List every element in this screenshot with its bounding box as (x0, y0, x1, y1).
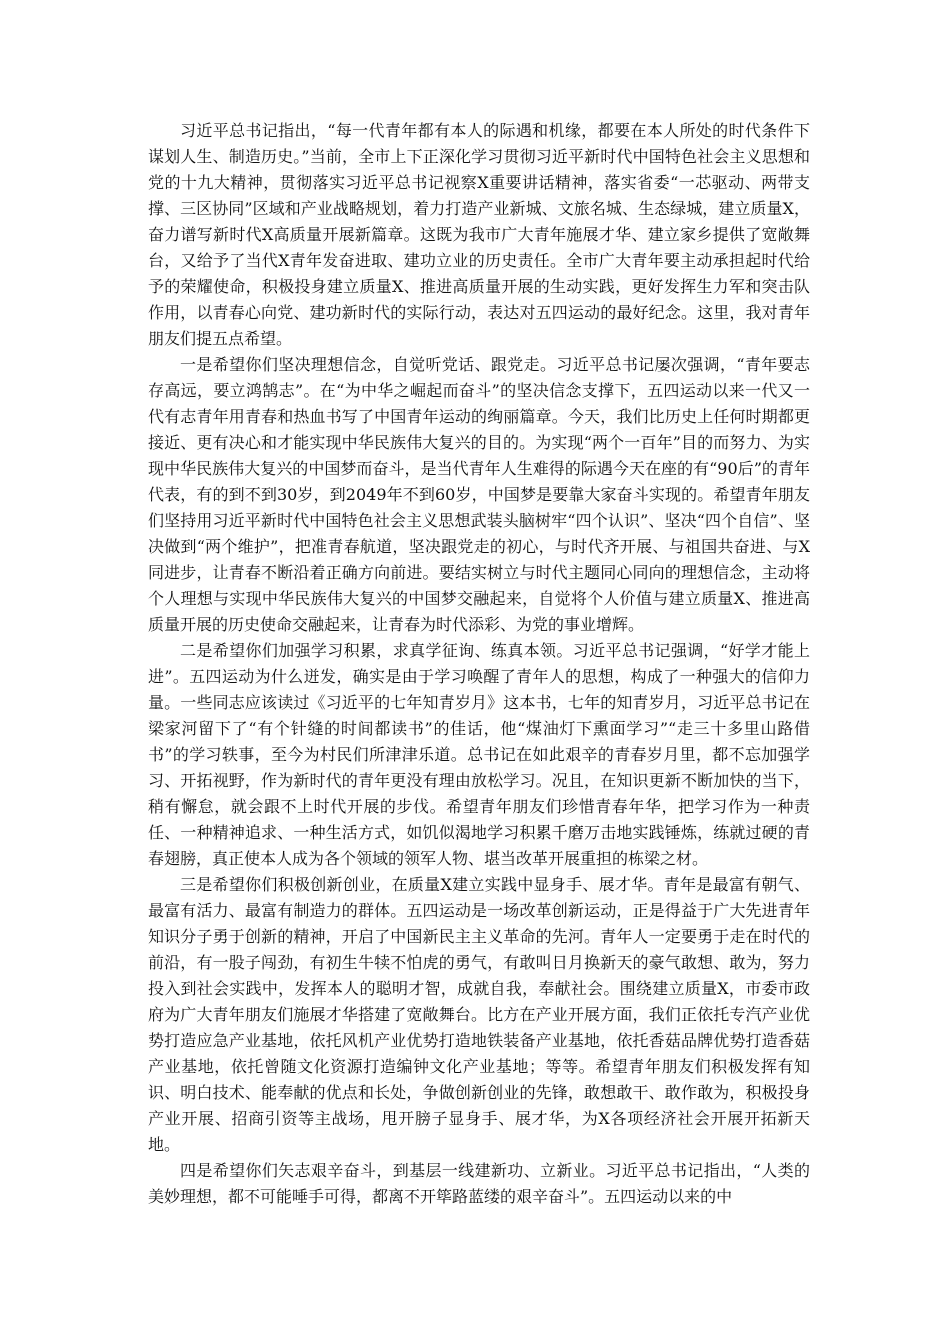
paragraph-hope-1: 一是希望你们坚决理想信念，自觉听党话、跟党走。习近平总书记屡次强调，“青年要志存高远，要立鸿鹄志”。在“为中华之崛起而奋斗”的坚决信念支撑下，五四运动以来一代又一代有志青年用青春和热血书写了中国青年运动的绚丽篇章。今天，我们比历史上任何时期都更接近、更有决心和才能实现中华民族伟大复兴的目的。为实现“两个一百年”目的而努力、为实现中华民族伟大复兴的中国梦而奋斗，是当代青年人生难得的际遇今天在座的有“90后”的青年代表，有的到不到30岁，到2049年不到60岁，中国梦是要靠大家奋斗实现的。希望青年朋友们坚持用习近平新时代中国特色社会主义思想武装头脑树牢“四个认识”、坚决“四个自信”、坚决做到“两个维护”，把准青春航道，坚决跟党走的初心，与时代齐开展、与祖国共奋进、与X同进步，让青春不断沿着正确方向前进。要结实树立与时代主题同心同向的理想信念，主动将个人理想与实现中华民族伟大复兴的中国梦交融起来，自觉将个人价值与建立质量X、推进高质量开展的历史使命交融起来，让青春为时代添彩、为党的事业增辉。 (148, 355, 810, 634)
document-page (148, 118, 810, 1210)
paragraph-hope-4: 四是希望你们矢志艰辛奋斗，到基层一线建新功、立新业。习近平总书记指出，“人类的美妙理想，都不可能唾手可得，都离不开筚路蓝缕的艰辛奋斗”。五四运动以来的中 (148, 1161, 810, 1206)
paragraph-intro: 习近平总书记指出，“每一代青年都有本人的际遇和机缘，都要在本人所处的时代条件下谋划人生、制造历史。”当前，全市上下正深化学习贯彻习近平新时代中国特色社会主义思想和党的十九大精神，贯彻落实习近平总书记视察X重要讲话精神，落实省委“一芯驱动、两带支撑、三区协同”区域和产业战略规划，着力打造产业新城、文旅名城、生态绿城，建立质量X，奋力谱写新时代X高质量开展新篇章。这既为我市广大青年施展才华、建立家乡提供了宽敞舞台，又给予了当代X青年发奋进取、建功立业的历史责任。全市广大青年要主动承担起时代给予的荣耀使命，积极投身建立质量X、推进高质量开展的生动实践，更好发挥生力军和突击队作用，以青春心向党、建功新时代的实际行动，表达对五四运动的最好纪念。这里，我对青年朋友们提五点希望。 (148, 121, 810, 348)
paragraph-hope-2: 二是希望你们加强学习积累，求真学征询、练真本领。习近平总书记强调，“好学才能上进”。五四运动为什么迸发，确实是由于学习唤醒了青年人的思想，构成了一种强大的信仰力量。一些同志应该读过《习近平的七年知青岁月》这本书，七年的知青岁月，习近平总书记在梁家河留下了“有个针缝的时间都读书”的佳话，他“煤油灯下熏面学习”“走三十多里山路借书”的学习轶事，至今为村民们所津津乐道。总书记在如此艰辛的青春岁月里，都不忘加强学习、开拓视野，作为新时代的青年更没有理由放松学习。况且，在知识更新不断加快的当下，稍有懈怠，就会跟不上时代开展的步伐。希望青年朋友们珍惜青春年华，把学习作为一种责任、一种精神追求、一种生活方式，如饥似渴地学习积累千磨万击地实践锤炼，练就过硬的青春翅膀，真正使本人成为各个领域的领军人物、堪当改革开展重担的栋梁之材。 (148, 641, 810, 868)
paragraph-hope-3: 三是希望你们积极创新创业，在质量X建立实践中显身手、展才华。青年是最富有朝气、最富有活力、最富有制造力的群体。五四运动是一场改革创新运动，正是得益于广大先进青年知识分子勇于创新的精神，开启了中国新民主主义革命的先河。青年人一定要勇于走在时代的前沿，有一股子闯劲，有初生牛犊不怕虎的勇气，有敢叫日月换新天的豪气敢想、敢为，努力投入到社会实践中，发挥本人的聪明才智，成就自我，奉献社会。围绕建立质量X，市委市政府为广大青年朋友们施展才华搭建了宽敞舞台。比方在产业开展方面，我们正依托专汽产业优势打造应急产业基地，依托风机产业优势打造地铁装备产业基地，依托香菇品牌优势打造香菇产业基地，依托曾随文化资源打造编钟文化产业基地；等等。希望青年朋友们积极发挥有知识、明白技术、能奉献的优点和长处，争做创新创业的先锋，敢想敢干、敢作敢为，积极投身产业开展、招商引资等主战场，甩开膀子显身手、展才华，为X各项经济社会开展开拓新天地。 (148, 875, 810, 1154)
